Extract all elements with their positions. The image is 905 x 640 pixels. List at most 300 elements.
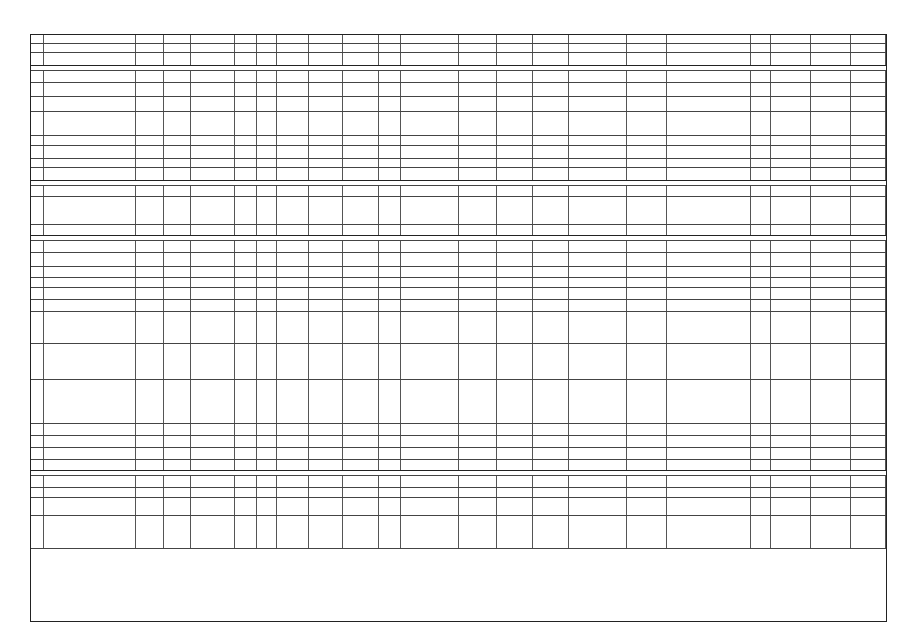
table-cell xyxy=(811,436,851,447)
table-cell xyxy=(379,44,401,52)
table-cell xyxy=(667,197,751,224)
table-cell xyxy=(533,83,569,96)
table-cell xyxy=(459,424,497,435)
table-cell xyxy=(811,112,851,135)
table-cell xyxy=(136,146,164,158)
table-cell xyxy=(44,448,136,459)
table-cell xyxy=(191,436,235,447)
table-cell xyxy=(401,460,459,470)
table-cell xyxy=(277,312,309,343)
table-cell xyxy=(533,253,569,266)
table-cell xyxy=(851,168,886,180)
table-row xyxy=(31,186,886,197)
table-cell xyxy=(379,197,401,224)
table-cell xyxy=(235,53,257,65)
table-cell xyxy=(164,35,191,43)
table-cell xyxy=(401,488,459,497)
table-cell xyxy=(164,159,191,167)
table-cell xyxy=(191,253,235,266)
table-cell xyxy=(569,288,627,299)
table-cell xyxy=(667,53,751,65)
table-cell xyxy=(751,53,771,65)
table-cell xyxy=(136,288,164,299)
table-cell xyxy=(257,516,277,548)
table-cell xyxy=(497,241,533,252)
table-cell xyxy=(811,460,851,470)
table-cell xyxy=(401,71,459,82)
table-cell xyxy=(401,44,459,52)
table-cell xyxy=(811,488,851,497)
table-cell xyxy=(811,241,851,252)
table-cell xyxy=(459,225,497,235)
table-cell xyxy=(811,448,851,459)
table-cell xyxy=(191,498,235,515)
table-cell xyxy=(811,71,851,82)
table-cell xyxy=(309,53,343,65)
table-cell xyxy=(309,97,343,111)
table-cell xyxy=(627,241,667,252)
table-cell xyxy=(164,267,191,277)
table-cell xyxy=(309,146,343,158)
table-cell xyxy=(751,83,771,96)
table-cell xyxy=(164,53,191,65)
table-cell xyxy=(136,159,164,167)
table-cell xyxy=(811,197,851,224)
table-cell xyxy=(164,488,191,497)
table-cell xyxy=(533,136,569,145)
table-cell xyxy=(497,498,533,515)
table-cell xyxy=(851,312,886,343)
table-cell xyxy=(44,488,136,497)
table-cell xyxy=(751,460,771,470)
table-cell xyxy=(851,186,886,196)
table-cell xyxy=(497,253,533,266)
table-cell xyxy=(459,344,497,379)
table-cell xyxy=(277,225,309,235)
table-cell xyxy=(627,186,667,196)
table-cell xyxy=(569,278,627,287)
table-cell xyxy=(667,344,751,379)
table-cell xyxy=(811,288,851,299)
table-cell xyxy=(136,488,164,497)
table-cell xyxy=(569,380,627,423)
table-cell xyxy=(277,159,309,167)
table-cell xyxy=(257,300,277,311)
table-row xyxy=(31,498,886,516)
table-cell xyxy=(459,97,497,111)
table-cell xyxy=(379,288,401,299)
table-cell xyxy=(627,488,667,497)
table-cell xyxy=(627,312,667,343)
table-cell xyxy=(627,476,667,487)
table-cell xyxy=(44,267,136,277)
table-cell xyxy=(379,460,401,470)
table-cell xyxy=(343,488,379,497)
table-cell xyxy=(44,253,136,266)
table-cell xyxy=(235,436,257,447)
subtotal-row xyxy=(31,168,886,181)
table-row xyxy=(31,112,886,136)
table-cell xyxy=(667,300,751,311)
table-cell xyxy=(44,380,136,423)
table-cell xyxy=(164,312,191,343)
table-cell xyxy=(569,267,627,277)
table-cell xyxy=(811,498,851,515)
table-cell xyxy=(851,278,886,287)
table-cell xyxy=(401,97,459,111)
table-cell xyxy=(164,460,191,470)
table-cell xyxy=(497,112,533,135)
table-cell xyxy=(627,136,667,145)
table-cell xyxy=(257,344,277,379)
table-cell xyxy=(257,146,277,158)
table-cell xyxy=(533,71,569,82)
table-cell xyxy=(164,516,191,548)
table-cell xyxy=(401,53,459,65)
table-cell xyxy=(257,288,277,299)
table-cell xyxy=(379,498,401,515)
table-cell xyxy=(235,267,257,277)
table-cell xyxy=(343,35,379,43)
table-cell xyxy=(751,197,771,224)
table-cell xyxy=(401,136,459,145)
table-cell xyxy=(533,424,569,435)
table-cell xyxy=(771,112,811,135)
table-cell xyxy=(751,344,771,379)
table-cell xyxy=(771,460,811,470)
table-cell xyxy=(627,71,667,82)
table-cell xyxy=(309,159,343,167)
table-cell xyxy=(667,146,751,158)
table-row xyxy=(31,380,886,424)
table-cell xyxy=(44,241,136,252)
table-cell xyxy=(667,186,751,196)
table-row xyxy=(31,344,886,380)
table-cell xyxy=(235,460,257,470)
table-cell xyxy=(235,424,257,435)
table-cell xyxy=(309,253,343,266)
table-cell xyxy=(811,44,851,52)
table-cell xyxy=(164,424,191,435)
table-cell xyxy=(343,136,379,145)
table-cell xyxy=(31,380,44,423)
table-cell xyxy=(136,267,164,277)
table-cell xyxy=(44,136,136,145)
table-cell xyxy=(235,488,257,497)
table-cell xyxy=(751,159,771,167)
table-cell xyxy=(771,253,811,266)
table-cell xyxy=(459,83,497,96)
table-cell xyxy=(191,300,235,311)
table-cell xyxy=(459,136,497,145)
table-cell xyxy=(771,312,811,343)
table-cell xyxy=(401,380,459,423)
table-cell xyxy=(235,97,257,111)
table-cell xyxy=(44,159,136,167)
table-cell xyxy=(277,146,309,158)
table-cell xyxy=(667,253,751,266)
table-cell xyxy=(811,300,851,311)
table-cell xyxy=(811,253,851,266)
table-cell xyxy=(627,159,667,167)
table-cell xyxy=(277,267,309,277)
table-cell xyxy=(379,253,401,266)
table-cell xyxy=(751,253,771,266)
table-cell xyxy=(771,516,811,548)
table-cell xyxy=(851,146,886,158)
table-cell xyxy=(136,300,164,311)
table-cell xyxy=(164,83,191,96)
table-cell xyxy=(164,197,191,224)
table-cell xyxy=(136,225,164,235)
table-cell xyxy=(459,168,497,180)
table-cell xyxy=(851,97,886,111)
table-cell xyxy=(569,197,627,224)
table-cell xyxy=(31,460,44,470)
table-cell xyxy=(343,424,379,435)
table-cell xyxy=(191,168,235,180)
table-cell xyxy=(257,498,277,515)
table-cell xyxy=(44,476,136,487)
table-cell xyxy=(627,448,667,459)
section-header-cell xyxy=(31,183,886,185)
table-cell xyxy=(401,498,459,515)
table-cell xyxy=(811,267,851,277)
table-cell xyxy=(771,448,811,459)
table-cell xyxy=(277,168,309,180)
table-cell xyxy=(309,424,343,435)
table-cell xyxy=(851,424,886,435)
table-cell xyxy=(343,241,379,252)
table-cell xyxy=(235,253,257,266)
table-cell xyxy=(31,44,44,52)
table-cell xyxy=(235,197,257,224)
table-cell xyxy=(164,476,191,487)
table-cell xyxy=(309,498,343,515)
table-cell xyxy=(569,83,627,96)
table-cell xyxy=(191,225,235,235)
table-cell xyxy=(257,97,277,111)
table-cell xyxy=(44,146,136,158)
table-cell xyxy=(164,241,191,252)
table-cell xyxy=(379,168,401,180)
table-cell xyxy=(627,253,667,266)
table-cell xyxy=(459,460,497,470)
table-grid xyxy=(31,35,886,621)
table-cell xyxy=(751,97,771,111)
table-cell xyxy=(309,241,343,252)
table-cell xyxy=(277,380,309,423)
table-cell xyxy=(751,44,771,52)
table-cell xyxy=(497,436,533,447)
table-cell xyxy=(533,146,569,158)
table-cell xyxy=(277,424,309,435)
table-cell xyxy=(379,448,401,459)
table-row xyxy=(31,312,886,344)
table-cell xyxy=(533,197,569,224)
table-cell xyxy=(164,344,191,379)
table-cell xyxy=(379,312,401,343)
table-cell xyxy=(533,225,569,235)
table-cell xyxy=(235,278,257,287)
table-cell xyxy=(627,288,667,299)
table-cell xyxy=(751,488,771,497)
table-cell xyxy=(497,312,533,343)
table-cell xyxy=(277,488,309,497)
table-cell xyxy=(31,186,44,196)
table-cell xyxy=(343,225,379,235)
table-cell xyxy=(235,498,257,515)
table-cell xyxy=(191,71,235,82)
table-cell xyxy=(164,288,191,299)
table-cell xyxy=(31,241,44,252)
table-cell xyxy=(343,300,379,311)
table-cell xyxy=(309,44,343,52)
table-row xyxy=(31,516,886,549)
table-cell xyxy=(771,436,811,447)
table-cell xyxy=(136,53,164,65)
table-cell xyxy=(811,159,851,167)
table-cell xyxy=(136,136,164,145)
table-cell xyxy=(31,424,44,435)
table-cell xyxy=(851,460,886,470)
table-cell xyxy=(627,112,667,135)
table-cell xyxy=(343,159,379,167)
table-cell xyxy=(569,159,627,167)
table-cell xyxy=(257,312,277,343)
table-cell xyxy=(257,267,277,277)
table-cell xyxy=(459,159,497,167)
table-cell xyxy=(343,44,379,52)
table-cell xyxy=(235,476,257,487)
table-cell xyxy=(44,300,136,311)
table-cell xyxy=(771,97,811,111)
table-cell xyxy=(533,35,569,43)
table-cell xyxy=(277,112,309,135)
table-cell xyxy=(44,460,136,470)
table-cell xyxy=(136,498,164,515)
table-cell xyxy=(569,97,627,111)
table-cell xyxy=(31,488,44,497)
table-cell xyxy=(401,516,459,548)
table-cell xyxy=(136,380,164,423)
table-cell xyxy=(31,498,44,515)
table-cell xyxy=(627,380,667,423)
table-cell xyxy=(667,112,751,135)
table-cell xyxy=(751,498,771,515)
table-cell xyxy=(277,436,309,447)
table-cell xyxy=(771,186,811,196)
table-cell xyxy=(277,53,309,65)
table-cell xyxy=(136,312,164,343)
table-cell xyxy=(533,300,569,311)
table-cell xyxy=(459,44,497,52)
table-cell xyxy=(164,97,191,111)
table-cell xyxy=(44,112,136,135)
table-cell xyxy=(277,97,309,111)
table-row xyxy=(31,424,886,436)
table-cell xyxy=(459,312,497,343)
table-cell xyxy=(401,476,459,487)
table-cell xyxy=(343,448,379,459)
table-row xyxy=(31,278,886,288)
table-cell xyxy=(309,312,343,343)
table-cell xyxy=(164,278,191,287)
table-row xyxy=(31,97,886,112)
table-cell xyxy=(191,460,235,470)
table-cell xyxy=(257,424,277,435)
table-cell xyxy=(379,424,401,435)
table-cell xyxy=(191,288,235,299)
table-cell xyxy=(379,35,401,43)
table-cell xyxy=(533,53,569,65)
table-cell xyxy=(771,267,811,277)
table-cell xyxy=(31,300,44,311)
table-cell xyxy=(533,448,569,459)
table-cell xyxy=(751,168,771,180)
table-cell xyxy=(235,35,257,43)
table-cell xyxy=(309,136,343,145)
table-cell xyxy=(343,186,379,196)
table-cell xyxy=(164,436,191,447)
table-cell xyxy=(257,488,277,497)
table-cell xyxy=(343,380,379,423)
table-cell xyxy=(497,267,533,277)
table-cell xyxy=(309,71,343,82)
table-cell xyxy=(277,241,309,252)
table-cell xyxy=(459,476,497,487)
subtotal-row xyxy=(31,460,886,471)
table-cell xyxy=(235,241,257,252)
table-cell xyxy=(627,424,667,435)
table-cell xyxy=(569,488,627,497)
table-cell xyxy=(309,300,343,311)
table-row xyxy=(31,197,886,225)
table-cell xyxy=(569,344,627,379)
table-cell xyxy=(401,300,459,311)
table-cell xyxy=(191,44,235,52)
table-cell xyxy=(257,436,277,447)
table-cell xyxy=(533,344,569,379)
table-cell xyxy=(191,83,235,96)
table-cell xyxy=(771,288,811,299)
table-cell xyxy=(31,35,44,43)
table-cell xyxy=(401,112,459,135)
table-cell xyxy=(459,300,497,311)
table-cell xyxy=(191,53,235,65)
table-cell xyxy=(164,186,191,196)
table-cell xyxy=(191,488,235,497)
table-cell xyxy=(191,35,235,43)
table-row xyxy=(31,436,886,448)
table-cell xyxy=(235,448,257,459)
table-cell xyxy=(811,168,851,180)
table-cell xyxy=(257,225,277,235)
table-cell xyxy=(379,436,401,447)
table-cell xyxy=(309,278,343,287)
table-cell xyxy=(309,168,343,180)
table-cell xyxy=(771,300,811,311)
table-cell xyxy=(771,53,811,65)
table-cell xyxy=(191,267,235,277)
table-cell xyxy=(569,53,627,65)
table-cell xyxy=(257,112,277,135)
table-cell xyxy=(751,288,771,299)
table-cell xyxy=(851,300,886,311)
table-cell xyxy=(751,448,771,459)
table-cell xyxy=(31,436,44,447)
table-cell xyxy=(277,83,309,96)
